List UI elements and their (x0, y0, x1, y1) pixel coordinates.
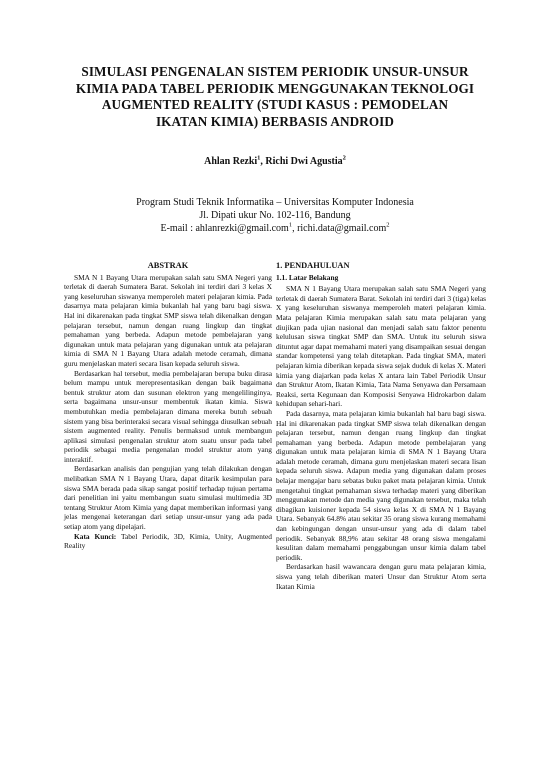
affiliation-block (60, 196, 490, 235)
abstract-paragraph: Berdasarkan hal tersebut, media pembelajaran berupa buku dirasa belum mampu untuk merepresentasikan dengan baik bagaimana bentuk struktur atom dan susunan elektron yang mengelilinginya, serta bagaimana unsur-unsur membentuk ikatan kimia. Siswa membutuhkan media pembelajaran dimana mereka butuh sebuah sistem yang bisa berinteraksi secara visual sehingga diusulkan sebuah sistem augmented reality. Penulis bermaksud untuk membangun aplikasi simulasi pengenalan struktur atom suatu unsur pada tabel periodik sebagai media pengenalan model struktur atom yang interaktif. (64, 368, 272, 464)
author-name: Ahlan Rezki (204, 156, 258, 167)
affiliation-program: Program Studi Teknik Informatika – Universitas Komputer Indonesia (136, 197, 414, 208)
paper-title (64, 64, 486, 130)
email-mark: 2 (386, 221, 390, 229)
author-name: Richi Dwi Agustia (265, 156, 343, 167)
title-line: IKATAN KIMIA) BERBASIS ANDROID (155, 113, 395, 129)
section-heading: 1. PENDAHULUAN (276, 261, 350, 270)
affiliation-email (60, 222, 490, 235)
keywords-label: Kata Kunci: (74, 531, 117, 541)
keywords-text: Tabel Periodik, 3D, Kimia, Unity, Augmented Reality (64, 531, 272, 551)
abstract-paragraph: SMA N 1 Bayang Utara merupakan salah satu SMA Negeri yang terletak di daerah Sumatera Barat. Sekolah ini terdiri dari 3 kelas X yang keseluruhan siswanya memperoleh materi pelajaran kimia. Pada dasarnya mata pelajaran kimia bukanlah hal yang baru bagi siswa. Hal ini dikarenakan pada tingkat SMP siswa telah dikenalkan dengan pelajaran tersebut, namun dengan ruang lingkup dan tingkat pemahaman yang berbeda. Adapun metode pembelajaran yang digunakan untuk mata pelajaran yang digunakan untuk ata pelajaran kimia di SMA N 1 Bayang Utara adalah metode ceramah, dimana guru menjelaskan materi secara lisan kepada seluruh siswa. (64, 272, 272, 368)
author-list (60, 156, 490, 167)
keywords (64, 532, 272, 551)
intro-paragraph: SMA N 1 Bayang Utara merupakan salah satu SMA Negeri yang terletak di daerah Sumatera Barat. Sekolah ini terdiri dari 3 (tiga) kelas X yang keseluruhan siswanya memperoleh materi pelajaran kimia. Mata pelajaran Kimia merupakan salah satu mata pelajaran yang diujikan pada ujian nasional dan menjadi salah satu faktor penentu kelulusan siswa tingkat SMP dan SMA. Untuk itu seluruh siswa dituntut agar dapat memahami materi yang disampaikan sesuai dengan standar kompetensi yang telah ditetapkan. Pada tingkat SMA, materi pelajaran kimia diberikan kepada siswa sejak duduk di kelas X. Materi kimia yang diajarkan pada kelas X antara lain Tabel Periodik Unsur dan Struktur Atom, Ikatan Kimia, Tata Nama Senyawa dan Persamaan Reaksi, serta Kegunaan dan Komposisi Senyawa Hidrokarbon dalam kehidupan sehari-hari. (276, 284, 486, 409)
title-line: KIMIA PADA TABEL PERIODIK MENGGUNAKAN TEKNOLOGI (75, 80, 475, 96)
email-text: , richi.data@gmail.com (292, 223, 387, 234)
author-affil-mark: 2 (342, 154, 346, 162)
affiliation-address: Jl. Dipati ukur No. 102-116, Bandung (199, 210, 351, 221)
email-mark: 1 (288, 221, 293, 229)
subsection-heading: 1.1. Latar Belakang (276, 272, 339, 282)
abstract-paragraph: Berdasarkan analisis dan pengujian yang telah dilakukan dengan melibatkan SMA N 1 Bayang Utara, dapat ditarik kesimpulan para siswa SMA berada pada sikap sangat positif terhadap tujuan pertama dari penelitian ini yaitu membangun suatu simulasi multimedia 3D tentang Struktur Atom Kimia yang dapat memberikan informasi yang jelas mengenai keterangan dari setiap unsur-unsur yang ada pada setiap atom yang dipelajari. (64, 464, 272, 532)
introduction-column (276, 261, 490, 591)
author-affil-mark: 1 (257, 154, 261, 162)
title-line: SIMULASI PENGENALAN SISTEM PERIODIK UNSUR-UNSUR (81, 64, 469, 79)
email-text: E-mail : ahlanrezki@gmail.com (160, 223, 289, 234)
abstract-column (60, 261, 272, 591)
abstract-heading: ABSTRAK (147, 261, 189, 270)
intro-paragraph: Berdasarkan hasil wawancara dengan guru mata pelajaran kimia, siswa yang telah diberikan materi Unsur dan Struktur Atom serta Ikatan Kimia (276, 562, 486, 591)
title-line: AUGMENTED REALITY (STUDI KASUS : PEMODELAN (101, 97, 449, 112)
two-column-body (60, 261, 490, 591)
author-separator: , (260, 156, 266, 167)
intro-paragraph: Pada dasarnya, mata pelajaran kimia bukanlah hal baru bagi siswa. Hal ini dikarenakan pada tingkat SMP siswa telah dikenalkan dengan pelajaran tersebut, namun dengan ruang lingkup dan tingkat pemahaman yang berbeda. Adapun metode pembelajaran yang digunakan untuk mata pelajaran kimia di SMA N 1 Bayang Utara adalah metode ceramah, dimana guru menjelaskan materi secara lisan kepada seluruh siswa. Adapun media yang digunakan dalam proses belajar mengajar baru sebatas buku paket mata pelajaran kimia. Untuk mengetahui tingkat pemahaman siswa terhadap materi yang diberikan menggunakan metode dan media yang digunakan tersebut, maka telah dibagikan kuisioner kepada 54 siswa kelas X di SMA N 1 Bayang Utara. Sebanyak 64.8% atau sekitar 35 orang siswa kurang memahami dan kebingungan dengan unsur-unsur yang ada di dalam tabel periodik. Sebanyak 88,9% atau sekitar 48 orang siswa mengalami kesulitan dalam memahami penggabungan unsur kimia dalam tabel periodik. (276, 408, 486, 562)
